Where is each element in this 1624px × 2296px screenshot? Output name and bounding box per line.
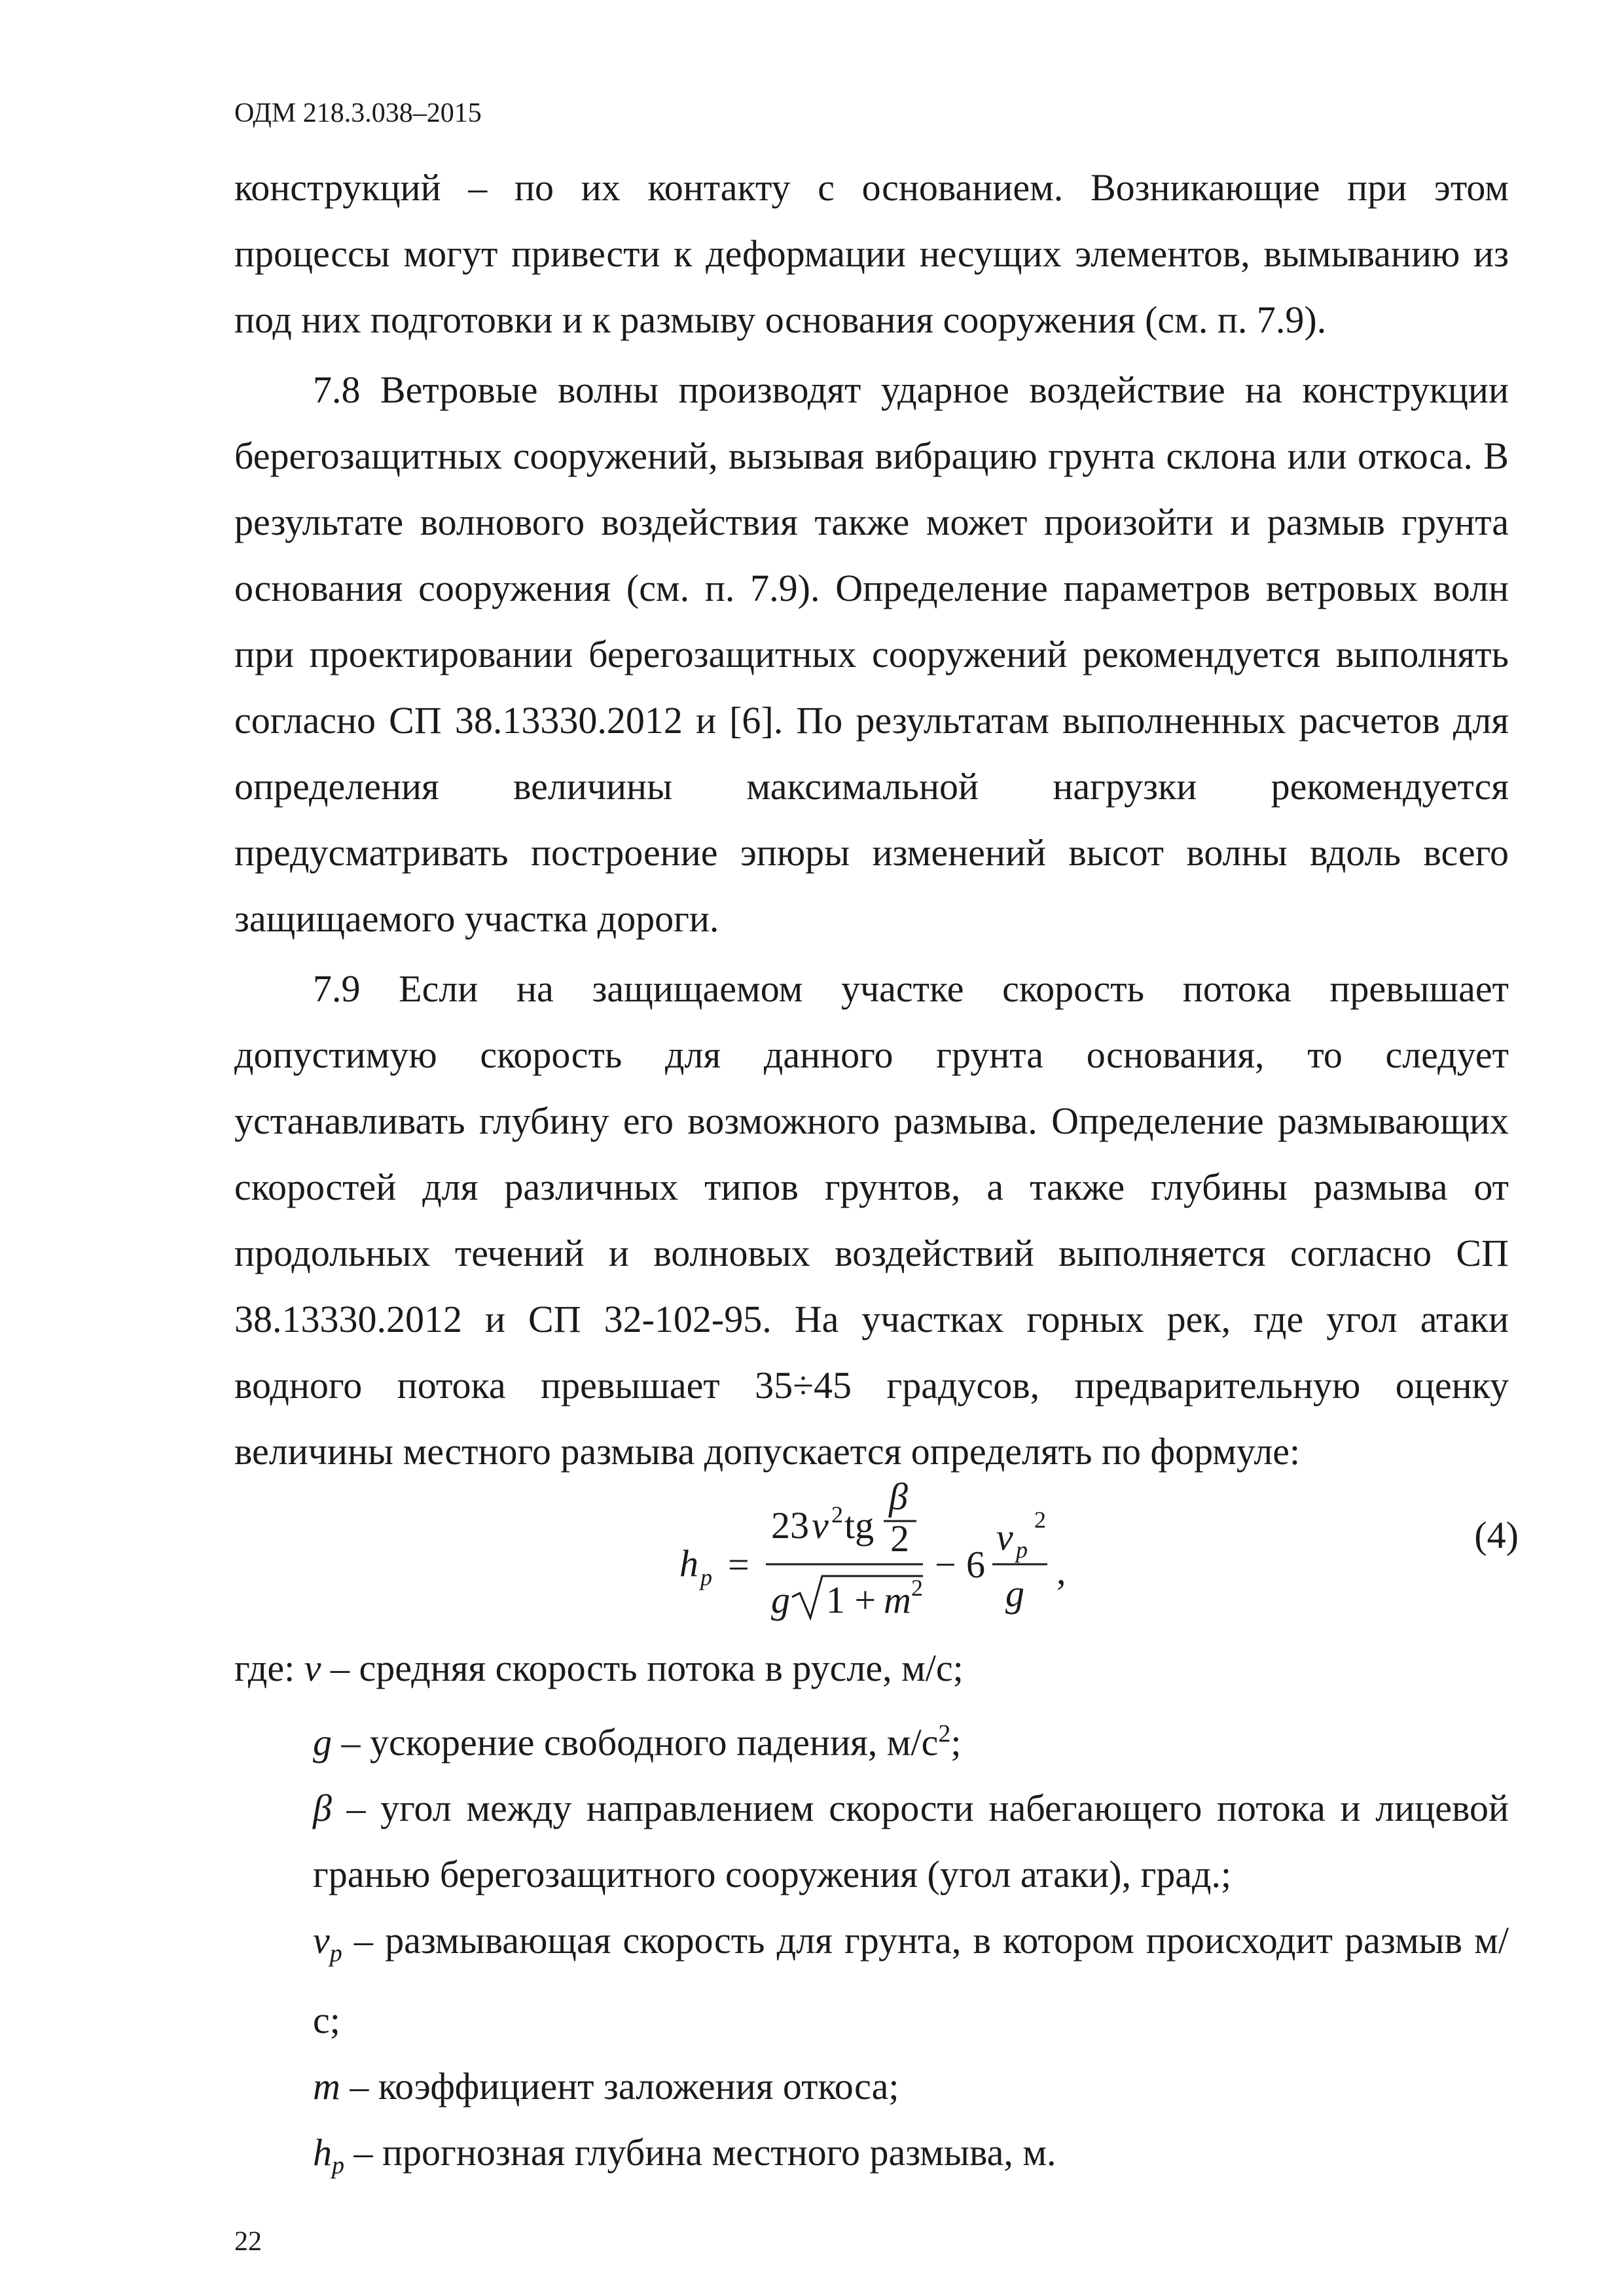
formula-lhs-sub: p	[700, 1564, 712, 1590]
page-number: 22	[234, 2227, 262, 2257]
definition-vp-text: – размывающая скорость для грунта, в котором происходит размыв м/с;	[313, 1919, 1509, 2041]
main-text	[234, 154, 1509, 1484]
formula-vp: v	[996, 1516, 1013, 1558]
document-code-header: ОДМ 218.3.038–2015	[234, 98, 482, 128]
formula-comma: ,	[1056, 1550, 1066, 1592]
formula-equals: =	[728, 1543, 749, 1586]
formula-num-coef: 23	[771, 1504, 809, 1547]
symbol-vp: v	[313, 1919, 330, 1962]
definition-g	[234, 1701, 1509, 1775]
definition-m	[234, 2053, 1509, 2119]
definition-g-end: ;	[950, 1721, 962, 1764]
formula-graphic	[655, 1473, 1440, 1630]
formula-number: (4)	[1474, 1514, 1519, 1556]
formula-num-var: v	[812, 1504, 829, 1547]
formula-den-one-plus: 1 +	[826, 1579, 876, 1621]
definition-hp	[234, 2119, 1509, 2199]
symbol-v: v	[304, 1647, 321, 1689]
formula-vp-sub: p	[1016, 1537, 1028, 1563]
definition-hp-text: – прогнозная глубина местного размыва, м.	[344, 2130, 1056, 2174]
formula-two: 2	[890, 1517, 909, 1560]
symbol-beta: β	[313, 1787, 332, 1830]
symbol-g: g	[313, 1721, 332, 1764]
formula-vp-pow: 2	[1034, 1507, 1046, 1533]
definitions-intro: где:	[234, 1647, 304, 1689]
formula-4	[655, 1473, 1519, 1630]
definition-beta	[234, 1775, 1509, 1907]
symbol-vp-sub: p	[329, 1939, 342, 1967]
formula-den-pow: 2	[911, 1575, 923, 1601]
formula-den-m: m	[884, 1579, 911, 1621]
definition-beta-text: – угол между направлением скорости набегающего потока и лицевой гранью берегозащитного сооружения (угол атаки), град.;	[313, 1787, 1509, 1896]
formula-minus: −	[935, 1543, 956, 1586]
formula-num-pow: 2	[831, 1501, 843, 1528]
symbol-hp: h	[313, 2130, 332, 2174]
definition-vp	[234, 1907, 1509, 2053]
definitions-list	[234, 1635, 1509, 2199]
formula-num-func: tg	[844, 1504, 875, 1547]
formula-g2: g	[1005, 1572, 1024, 1615]
paragraph-continuation: конструкций – по их контакту с основанием. Возникающие при этом процессы могут привести к деформации несущих элементов, вымыванию из под них подготовки и к размыву основания сооружения (см. п. 7.9).	[234, 166, 1509, 341]
symbol-hp-sub: p	[332, 2151, 344, 2179]
formula-coef6: 6	[966, 1543, 985, 1586]
definition-g-text: – ускорение свободного падения, м/с	[332, 1721, 939, 1764]
symbol-m: m	[313, 2064, 340, 2108]
paragraph-7-9: 7.9 Если на защищаемом участке скорость потока превышает допустимую скорость для данного грунта основания, то следует устанавливать глубину его возможного размыва. Определение размывающих скоростей для различных типов грунтов, а также глубины размыва от продольных течений и волновых воздействий выполняется согласно СП 38.13330.2012 и СП 32-102-95. На участках горных рек, где угол атаки водного потока превышает 35÷45 градусов, предварительную оценку величины местного размыва допускается определять по формуле:	[234, 967, 1509, 1473]
formula-beta: β	[889, 1475, 908, 1518]
formula-den-g: g	[771, 1579, 790, 1621]
definition-v-text: – средняя скорость потока в русле, м/с;	[321, 1647, 964, 1689]
definition-v	[234, 1635, 1509, 1701]
paragraph-7-8: 7.8 Ветровые волны производят ударное воздействие на конструкции берегозащитных сооружений, вызывая вибрацию грунта склона или откоса. В результате волнового воздействия также может произойти и размыв грунта основания сооружения (см. п. 7.9). Определение параметров ветровых волн при проектировании берегозащитных сооружений рекомендуется выполнять согласно СП 38.13330.2012 и [6]. По результатам выполненных расчетов для определения величины максимальной нагрузки рекомендуется предусматривать построение эпюры изменений высот волны вдоль всего защищаемого участка дороги.	[234, 368, 1509, 940]
formula-lhs: h	[679, 1542, 698, 1585]
definition-g-sup: 2	[938, 1720, 951, 1748]
definition-m-text: – коэффициент заложения откоса;	[340, 2064, 899, 2108]
